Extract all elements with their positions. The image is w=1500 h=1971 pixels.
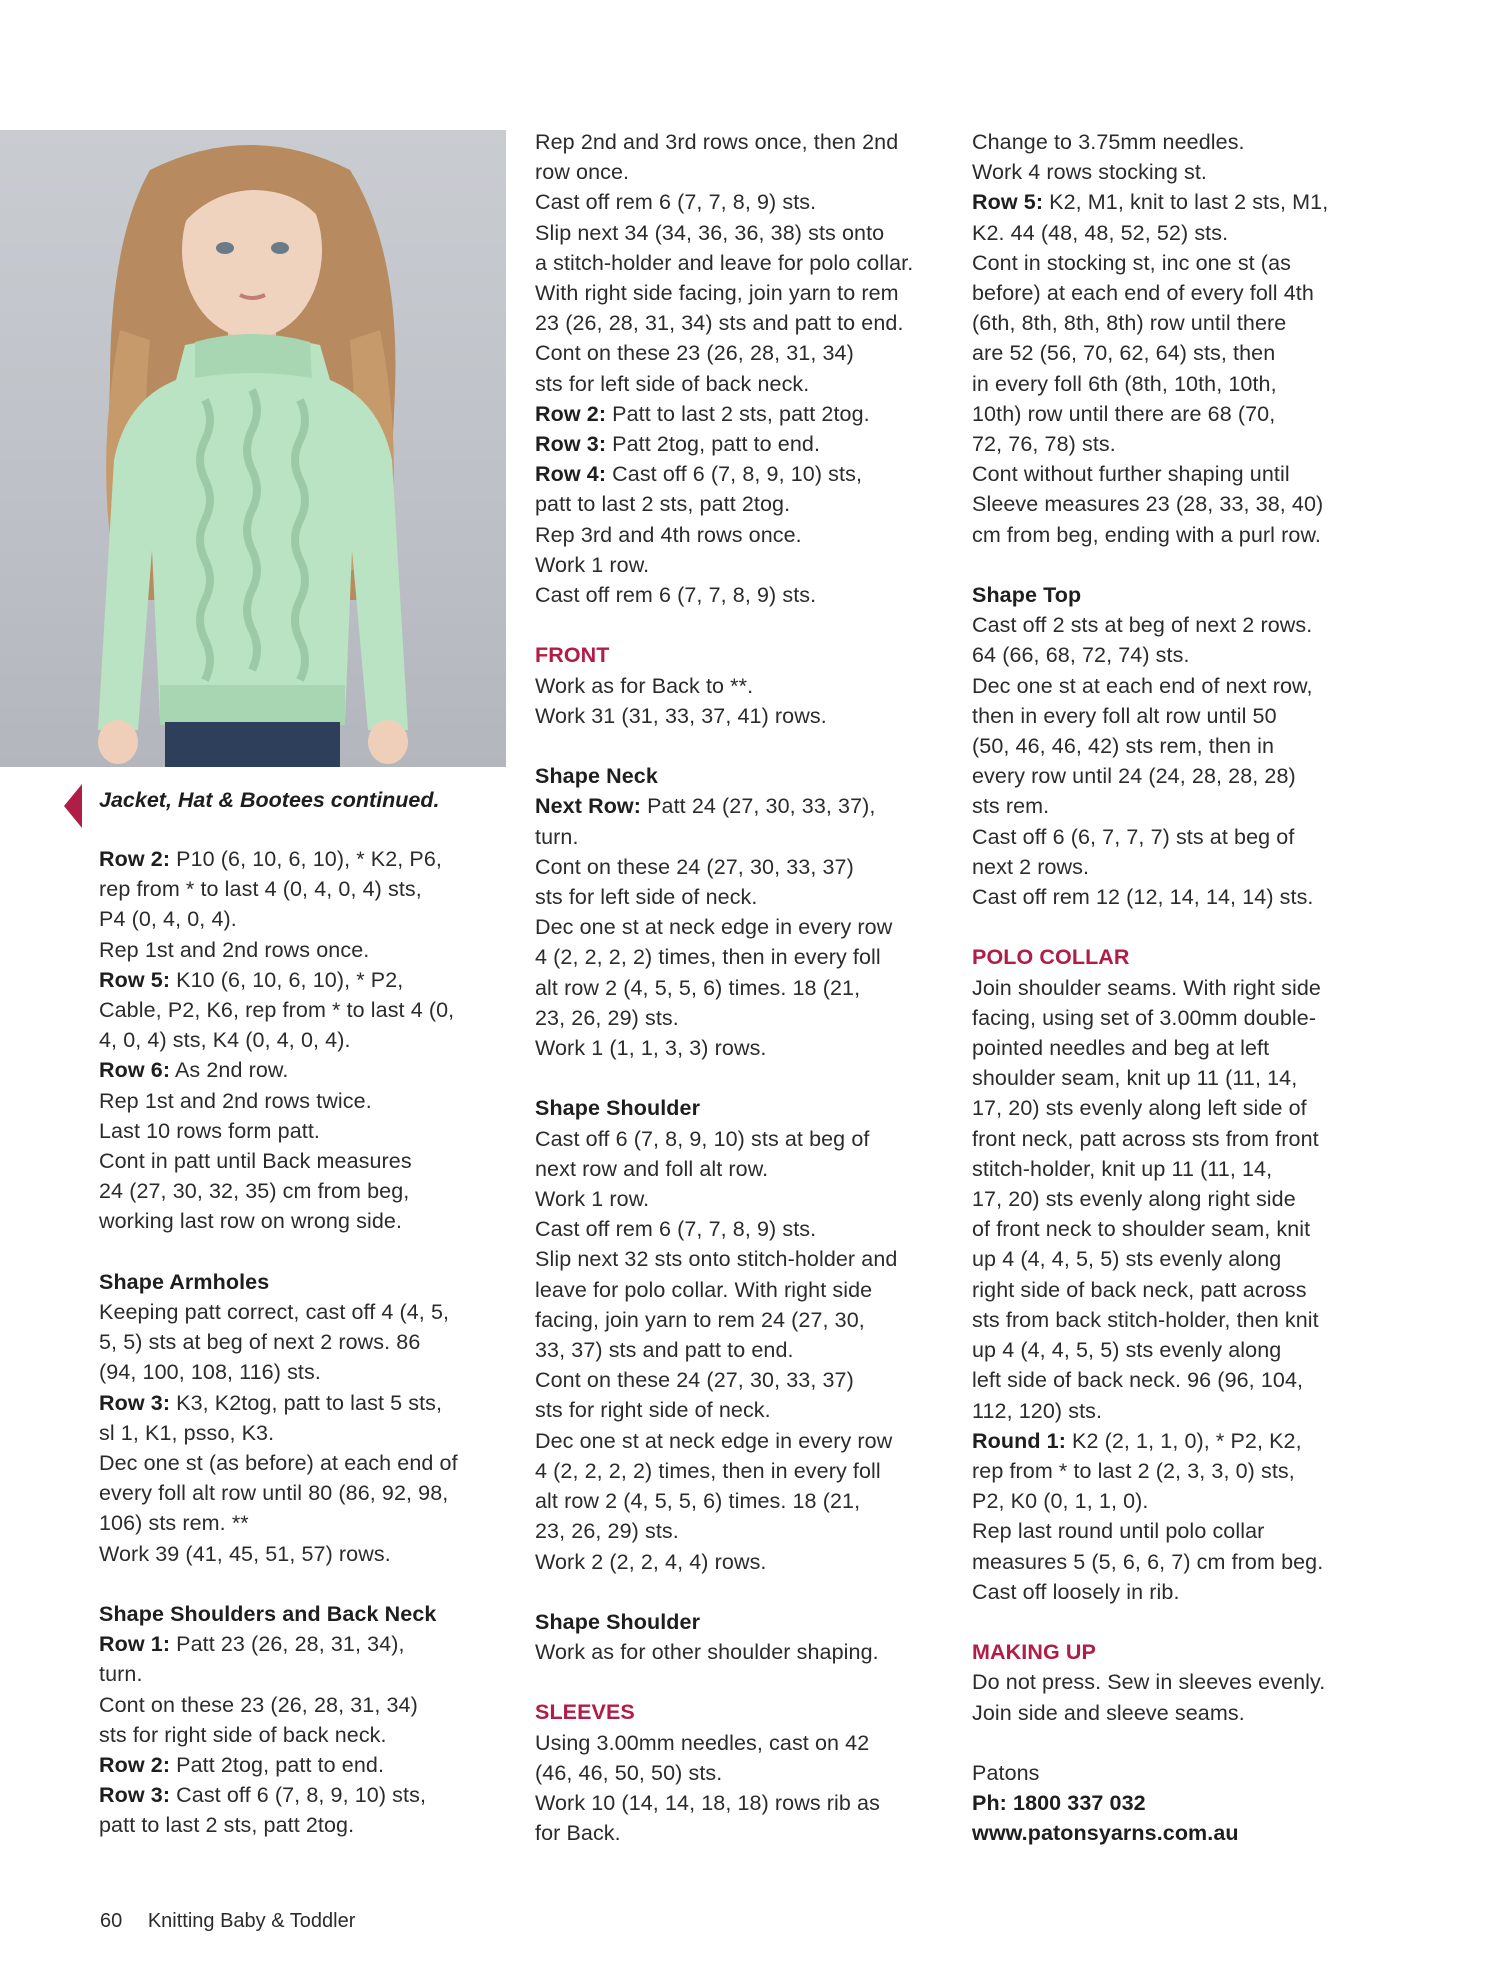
- line-text: 33, 37) sts and patt to end.: [535, 1338, 794, 1363]
- instruction-line: [535, 520, 913, 550]
- line-text: Dec one st (as before) at each end of: [99, 1451, 458, 1476]
- row-label: Row 4:: [535, 462, 607, 487]
- row-label: Row 5:: [99, 967, 171, 992]
- instruction-line: [99, 874, 458, 904]
- instruction-line: [535, 1003, 913, 1033]
- line-text: leave for polo collar. With right side: [535, 1277, 873, 1302]
- section-title: MAKING UP: [972, 1640, 1096, 1665]
- line-text: Cable, P2, K6, rep from * to last 4 (0,: [99, 998, 455, 1023]
- instruction-line: [972, 791, 1328, 821]
- instruction-line: [99, 1357, 458, 1387]
- paragraph-gap: [972, 1728, 1328, 1758]
- line-text: then in every foll alt row until 50: [972, 703, 1277, 728]
- line-text: sl 1, K1, psso, K3.: [99, 1420, 275, 1445]
- line-text: K2 (2, 1, 1, 0), * P2, K2,: [1065, 1428, 1302, 1453]
- instruction-line: [99, 1025, 458, 1055]
- instruction-line: [535, 248, 913, 278]
- line-text: alt row 2 (4, 5, 5, 6) times. 18 (21,: [535, 975, 861, 1000]
- line-text: Patt 23 (26, 28, 31, 34),: [170, 1632, 405, 1657]
- instruction-line: [972, 882, 1328, 912]
- line-text: patt to last 2 sts, patt 2tog.: [535, 492, 791, 517]
- line-text: Rep last round until polo collar: [972, 1519, 1265, 1544]
- instruction-line: [972, 1577, 1328, 1607]
- instruction-line: [535, 852, 913, 882]
- line-text: Cast off 6 (6, 7, 7, 7) sts at beg of: [972, 824, 1295, 849]
- instruction-line: [972, 1003, 1328, 1033]
- line-text: Last 10 rows form patt.: [99, 1118, 320, 1143]
- line-text: right side of back neck, patt across: [972, 1277, 1307, 1302]
- instruction-line: [972, 1365, 1328, 1395]
- instruction-line: [972, 399, 1328, 429]
- line-text: Patt 24 (27, 30, 33, 37),: [641, 794, 876, 819]
- line-text: Work 2 (2, 2, 4, 4) rows.: [535, 1549, 767, 1574]
- instruction-line: [535, 1547, 913, 1577]
- line-text: 17, 20) sts evenly along left side of: [972, 1096, 1307, 1121]
- instruction-line: [99, 1659, 458, 1689]
- line-text: Cont on these 23 (26, 28, 31, 34): [99, 1692, 418, 1717]
- line-text: before) at each end of every foll 4th: [972, 281, 1314, 306]
- section-heading: Shape Armholes: [99, 1269, 270, 1294]
- page-footer: [100, 1910, 355, 1933]
- section-heading: Shape Shoulder: [535, 1609, 701, 1634]
- instruction-line: [535, 1728, 913, 1758]
- instruction-line: [99, 1388, 458, 1418]
- instruction-line: [535, 942, 913, 972]
- line-text: Change to 3.75mm needles.: [972, 130, 1245, 154]
- instruction-line: [535, 1486, 913, 1516]
- line-text: turn.: [535, 824, 579, 849]
- section-title: POLO COLLAR: [972, 945, 1130, 970]
- paragraph-gap: [535, 1667, 913, 1697]
- instruction-line: [99, 904, 458, 934]
- line-text: 4 (2, 2, 2, 2) times, then in every foll: [535, 1458, 881, 1483]
- line-text: left side of back neck. 96 (96, 104,: [972, 1368, 1304, 1393]
- instruction-line: [535, 701, 913, 731]
- line-text: up 4 (4, 4, 5, 5) sts evenly along: [972, 1247, 1282, 1272]
- instruction-line: [972, 1214, 1328, 1244]
- line-text: K2, M1, knit to last 2 sts, M1,: [1043, 190, 1329, 215]
- instruction-line: [972, 489, 1328, 519]
- line-text: Using 3.00mm needles, cast on 42: [535, 1730, 870, 1755]
- instruction-line: [99, 1720, 458, 1750]
- instruction-line: [535, 550, 913, 580]
- instruction-line: [972, 1335, 1328, 1365]
- line-text: Slip next 34 (34, 36, 36, 38) sts onto: [535, 220, 885, 245]
- line-text: 23, 26, 29) sts.: [535, 1519, 679, 1544]
- instruction-line: [972, 1547, 1328, 1577]
- line-text: next 2 rows.: [972, 854, 1090, 879]
- line-text: Dec one st at each end of next row,: [972, 673, 1313, 698]
- instruction-line: [972, 429, 1328, 459]
- instruction-line: [972, 1275, 1328, 1305]
- line-text: Cast off rem 6 (7, 7, 8, 9) sts.: [535, 583, 817, 608]
- instruction-line: [99, 1086, 458, 1116]
- section-heading: Shape Shoulder: [535, 1096, 701, 1121]
- instruction-line: [99, 935, 458, 965]
- instruction-line: [535, 1456, 913, 1486]
- instruction-line: [535, 1758, 913, 1788]
- instruction-line: [535, 822, 913, 852]
- line-text: Patt 2tog, patt to end.: [170, 1753, 385, 1778]
- instruction-line: [972, 610, 1328, 640]
- line-text: up 4 (4, 4, 5, 5) sts evenly along: [972, 1338, 1282, 1363]
- instruction-line: [972, 1184, 1328, 1214]
- instruction-line: [535, 338, 913, 368]
- line-text: every foll alt row until 80 (86, 92, 98,: [99, 1481, 449, 1506]
- page-number: 60: [100, 1910, 123, 1932]
- line-text: sts for left side of back neck.: [535, 371, 810, 396]
- section-heading: Shape Top: [972, 583, 1082, 608]
- line-text: Cast off rem 6 (7, 7, 8, 9) sts.: [535, 190, 817, 215]
- instruction-line: [535, 157, 913, 187]
- line-text: Work 1 row.: [535, 1187, 650, 1212]
- instruction-line: [972, 520, 1328, 550]
- instruction-line: [535, 1395, 913, 1425]
- continued-marker: [64, 784, 82, 828]
- instruction-line: [535, 1244, 913, 1274]
- instruction-line: [972, 640, 1328, 670]
- row-label: Round 1:: [972, 1428, 1066, 1453]
- line-text: Dec one st at neck edge in every row: [535, 1428, 893, 1453]
- instruction-line: [535, 580, 913, 610]
- instruction-line: [972, 1486, 1328, 1516]
- instruction-line: [972, 822, 1328, 852]
- row-label: Row 2:: [535, 401, 607, 426]
- instruction-line: [972, 852, 1328, 882]
- line-text: (50, 46, 46, 42) sts rem, then in: [972, 734, 1275, 759]
- instruction-line: [535, 308, 913, 338]
- instruction-line: [99, 1055, 458, 1085]
- instruction-line: [972, 278, 1328, 308]
- row-label: Row 6:: [99, 1058, 171, 1083]
- line-text: Cast off 6 (7, 8, 9, 10) sts,: [606, 462, 863, 487]
- line-text: Cast off 6 (7, 8, 9, 10) sts at beg of: [535, 1126, 870, 1151]
- line-text: sts from back stitch-holder, then knit: [972, 1307, 1319, 1332]
- instruction-line: [99, 1478, 458, 1508]
- instruction-line: [972, 1305, 1328, 1335]
- line-text: Cast off loosely in rib.: [972, 1579, 1180, 1604]
- instruction-line: [972, 671, 1328, 701]
- line-text: Work 1 (1, 1, 3, 3) rows.: [535, 1036, 767, 1061]
- instruction-line: [972, 973, 1328, 1003]
- line-text: (6th, 8th, 8th, 8th) row until there: [972, 311, 1287, 336]
- instruction-line: [99, 1780, 458, 1810]
- section-title: SLEEVES: [535, 1700, 635, 1725]
- instruction-line: [535, 1365, 913, 1395]
- paragraph-gap: [972, 550, 1328, 580]
- line-text: Work 10 (14, 14, 18, 18) rows rib as: [535, 1791, 880, 1816]
- line-text: Cast off rem 12 (12, 14, 14, 14) sts.: [972, 885, 1314, 910]
- instruction-line: [535, 791, 913, 821]
- instruction-line: [972, 1244, 1328, 1274]
- line-text: are 52 (56, 70, 62, 64) sts, then: [972, 341, 1276, 366]
- instruction-line: [535, 1637, 913, 1667]
- instruction-line: [535, 1426, 913, 1456]
- instruction-line: [99, 1146, 458, 1176]
- line-text: Cont without further shaping until: [972, 462, 1290, 487]
- line-text: Cast off rem 6 (7, 7, 8, 9) sts.: [535, 1217, 817, 1242]
- instruction-line: [535, 429, 913, 459]
- row-label: Row 5:: [972, 190, 1044, 215]
- paragraph-gap: [972, 912, 1328, 942]
- instruction-line: [972, 338, 1328, 368]
- line-text: Cont in stocking st, inc one st (as: [972, 250, 1291, 275]
- instruction-line: [972, 1063, 1328, 1093]
- line-text: 24 (27, 30, 32, 35) cm from beg,: [99, 1179, 410, 1204]
- line-text: K2. 44 (48, 48, 52, 52) sts.: [972, 220, 1229, 245]
- line-text: Work as for other shoulder shaping.: [535, 1640, 879, 1665]
- line-text: facing, using set of 3.00mm double-: [972, 1005, 1317, 1030]
- section-heading: www.patonsyarns.com.au: [972, 1821, 1239, 1846]
- line-text: measures 5 (5, 6, 6, 7) cm from beg.: [972, 1549, 1324, 1574]
- instruction-line: [99, 1629, 458, 1659]
- continued-label: Jacket, Hat & Bootees continued.: [99, 788, 440, 812]
- instruction-line: [535, 187, 913, 217]
- instruction-line: [99, 1418, 458, 1448]
- instruction-line: [972, 1426, 1328, 1456]
- line-text: sts for left side of neck.: [535, 885, 758, 910]
- line-text: Dec one st at neck edge in every row: [535, 915, 893, 940]
- instruction-line: [535, 1184, 913, 1214]
- line-text: every row until 24 (24, 28, 28, 28): [972, 764, 1296, 789]
- row-label: Row 1:: [99, 1632, 171, 1657]
- instruction-line: [99, 1539, 458, 1569]
- instruction-line: [972, 218, 1328, 248]
- instruction-line: [99, 1690, 458, 1720]
- instruction-line: [99, 995, 458, 1025]
- line-text: Patt 2tog, patt to end.: [606, 432, 821, 457]
- line-text: Work 39 (41, 45, 51, 57) rows.: [99, 1541, 391, 1566]
- paragraph-gap: [99, 1237, 458, 1267]
- line-text: rep from * to last 2 (2, 3, 3, 0) sts,: [972, 1458, 1295, 1483]
- instruction-line: [99, 844, 458, 874]
- instruction-line: [972, 701, 1328, 731]
- line-text: K10 (6, 10, 6, 10), * P2,: [170, 967, 404, 992]
- instruction-line: [99, 1176, 458, 1206]
- instruction-line: [535, 882, 913, 912]
- line-text: 17, 20) sts evenly along right side: [972, 1187, 1296, 1212]
- line-text: Slip next 32 sts onto stitch-holder and: [535, 1247, 898, 1272]
- line-text: of front neck to shoulder seam, knit: [972, 1217, 1311, 1242]
- line-text: turn.: [99, 1662, 143, 1687]
- instruction-line: [535, 127, 913, 157]
- line-text: Cont in patt until Back measures: [99, 1149, 412, 1174]
- line-text: 23, 26, 29) sts.: [535, 1005, 679, 1030]
- line-text: Join side and sleeve seams.: [972, 1700, 1245, 1725]
- sweater-photo-illustration: [0, 130, 506, 767]
- line-text: sts for right side of back neck.: [99, 1722, 387, 1747]
- line-text: Rep 2nd and 3rd rows once, then 2nd: [535, 130, 899, 154]
- section-title: FRONT: [535, 643, 610, 668]
- text-column-3: [972, 127, 1328, 1849]
- line-text: next row and foll alt row.: [535, 1156, 769, 1181]
- instruction-line: [535, 1033, 913, 1063]
- line-text: Cast off 2 sts at beg of next 2 rows.: [972, 613, 1313, 638]
- instruction-line: [535, 459, 913, 489]
- instruction-line: [972, 459, 1328, 489]
- line-text: for Back.: [535, 1821, 621, 1846]
- instruction-line: [535, 1275, 913, 1305]
- row-label: Next Row:: [535, 794, 642, 819]
- instruction-line: [535, 912, 913, 942]
- instruction-line: [972, 248, 1328, 278]
- instruction-line: [972, 157, 1328, 187]
- section-heading: Shape Neck: [535, 764, 658, 789]
- row-label: Row 2:: [99, 1753, 171, 1778]
- line-text: Rep 3rd and 4th rows once.: [535, 522, 802, 547]
- instruction-line: [972, 369, 1328, 399]
- instruction-line: [972, 761, 1328, 791]
- line-text: 10th) row until there are 68 (70,: [972, 401, 1276, 426]
- line-text: (46, 46, 50, 50) sts.: [535, 1760, 723, 1785]
- line-text: facing, join yarn to rem 24 (27, 30,: [535, 1307, 865, 1332]
- line-text: 4, 0, 4) sts, K4 (0, 4, 0, 4).: [99, 1028, 351, 1053]
- line-text: row once.: [535, 160, 630, 185]
- instruction-line: [535, 489, 913, 519]
- line-text: 23 (26, 28, 31, 34) sts and patt to end.: [535, 311, 904, 336]
- line-text: (94, 100, 108, 116) sts.: [99, 1360, 321, 1385]
- line-text: P2, K0 (0, 1, 1, 0).: [972, 1489, 1149, 1514]
- instruction-line: [535, 671, 913, 701]
- line-text: a stitch-holder and leave for polo collar.: [535, 250, 914, 275]
- row-label: Row 3:: [99, 1390, 171, 1415]
- instruction-line: [972, 1516, 1328, 1546]
- line-text: Join shoulder seams. With right side: [972, 975, 1321, 1000]
- line-text: cm from beg, ending with a purl row.: [972, 522, 1321, 547]
- line-text: 72, 76, 78) sts.: [972, 432, 1116, 457]
- publication-title: Knitting Baby & Toddler: [147, 1910, 356, 1932]
- instruction-line: [972, 127, 1328, 157]
- line-text: rep from * to last 4 (0, 4, 0, 4) sts,: [99, 877, 422, 902]
- line-text: Work as for Back to **.: [535, 673, 754, 698]
- line-text: Patt to last 2 sts, patt 2tog.: [606, 401, 870, 426]
- instruction-line: [99, 1297, 458, 1327]
- line-text: With right side facing, join yarn to rem: [535, 281, 899, 306]
- instruction-line: [99, 1206, 458, 1236]
- instruction-line: [99, 1116, 458, 1146]
- line-text: Rep 1st and 2nd rows once.: [99, 937, 370, 962]
- text-column-2: [535, 127, 913, 1849]
- line-text: Cont on these 23 (26, 28, 31, 34): [535, 341, 854, 366]
- instruction-line: [535, 1214, 913, 1244]
- line-text: in every foll 6th (8th, 10th, 10th,: [972, 371, 1277, 396]
- instruction-line: [972, 1033, 1328, 1063]
- instruction-line: [972, 1396, 1328, 1426]
- line-text: Sleeve measures 23 (28, 33, 38, 40): [972, 492, 1324, 517]
- line-text: Cont on these 24 (27, 30, 33, 37): [535, 1368, 854, 1393]
- instruction-line: [972, 1698, 1328, 1728]
- line-text: 4 (2, 2, 2, 2) times, then in every foll: [535, 945, 881, 970]
- line-text: 5, 5) sts at beg of next 2 rows. 86: [99, 1330, 421, 1355]
- instruction-line: [535, 399, 913, 429]
- line-text: pointed needles and beg at left: [972, 1036, 1270, 1061]
- instruction-line: [99, 1508, 458, 1538]
- instruction-line: [99, 1448, 458, 1478]
- instruction-line: [535, 1335, 913, 1365]
- instruction-line: [972, 1093, 1328, 1123]
- line-text: Cast off 6 (7, 8, 9, 10) sts,: [170, 1783, 427, 1808]
- line-text: Cont on these 24 (27, 30, 33, 37): [535, 854, 854, 879]
- instruction-line: [535, 1788, 913, 1818]
- paragraph-gap: [535, 610, 913, 640]
- line-text: sts rem.: [972, 794, 1050, 819]
- line-text: shoulder seam, knit up 11 (11, 14,: [972, 1066, 1298, 1091]
- instruction-line: [972, 1456, 1328, 1486]
- instruction-line: [535, 1818, 913, 1848]
- section-heading: Shape Shoulders and Back Neck: [99, 1602, 437, 1627]
- instruction-line: [972, 187, 1328, 217]
- line-text: 106) sts rem. **: [99, 1511, 249, 1536]
- instruction-line: [535, 1516, 913, 1546]
- paragraph-gap: [535, 731, 913, 761]
- text-column-1: [99, 844, 458, 1841]
- instruction-line: [535, 973, 913, 1003]
- section-heading: Ph: 1800 337 032: [972, 1791, 1146, 1816]
- line-text: Rep 1st and 2nd rows twice.: [99, 1088, 372, 1113]
- row-label: Row 3:: [535, 432, 607, 457]
- line-text: working last row on wrong side.: [99, 1209, 403, 1234]
- instruction-line: [535, 1154, 913, 1184]
- instruction-line: [99, 1750, 458, 1780]
- instruction-line: [972, 308, 1328, 338]
- instruction-line: [972, 1667, 1328, 1697]
- line-text: Work 4 rows stocking st.: [972, 160, 1207, 185]
- instruction-line: [972, 1124, 1328, 1154]
- instruction-line: [972, 1758, 1328, 1788]
- line-text: Keeping patt correct, cast off 4 (4, 5,: [99, 1300, 450, 1325]
- instruction-line: [99, 1810, 458, 1840]
- line-text: As 2nd row.: [170, 1058, 289, 1083]
- line-text: 64 (66, 68, 72, 74) sts.: [972, 643, 1190, 668]
- line-text: Patons: [972, 1760, 1040, 1785]
- line-text: alt row 2 (4, 5, 5, 6) times. 18 (21,: [535, 1489, 861, 1514]
- instruction-line: [535, 278, 913, 308]
- line-text: K3, K2tog, patt to last 5 sts,: [170, 1390, 443, 1415]
- instruction-line: [972, 1154, 1328, 1184]
- paragraph-gap: [99, 1569, 458, 1599]
- line-text: sts for right side of neck.: [535, 1398, 771, 1423]
- instruction-line: [99, 965, 458, 995]
- paragraph-gap: [535, 1577, 913, 1607]
- instruction-line: [535, 369, 913, 399]
- row-label: Row 3:: [99, 1783, 171, 1808]
- instruction-line: [535, 218, 913, 248]
- instruction-line: [535, 1124, 913, 1154]
- line-text: Do not press. Sew in sleeves evenly.: [972, 1670, 1326, 1695]
- paragraph-gap: [535, 1063, 913, 1093]
- instruction-line: [99, 1327, 458, 1357]
- line-text: P10 (6, 10, 6, 10), * K2, P6,: [170, 847, 442, 871]
- line-text: stitch-holder, knit up 11 (11, 14,: [972, 1156, 1273, 1181]
- line-text: Work 1 row.: [535, 552, 650, 577]
- line-text: 112, 120) sts.: [972, 1398, 1103, 1423]
- instruction-line: [535, 1305, 913, 1335]
- paragraph-gap: [972, 1607, 1328, 1637]
- line-text: Work 31 (31, 33, 37, 41) rows.: [535, 703, 827, 728]
- line-text: P4 (0, 4, 0, 4).: [99, 907, 237, 932]
- row-label: Row 2:: [99, 847, 171, 871]
- line-text: patt to last 2 sts, patt 2tog.: [99, 1813, 355, 1838]
- instruction-line: [972, 731, 1328, 761]
- line-text: front neck, patt across sts from front: [972, 1126, 1319, 1151]
- model-photo: [0, 130, 506, 767]
